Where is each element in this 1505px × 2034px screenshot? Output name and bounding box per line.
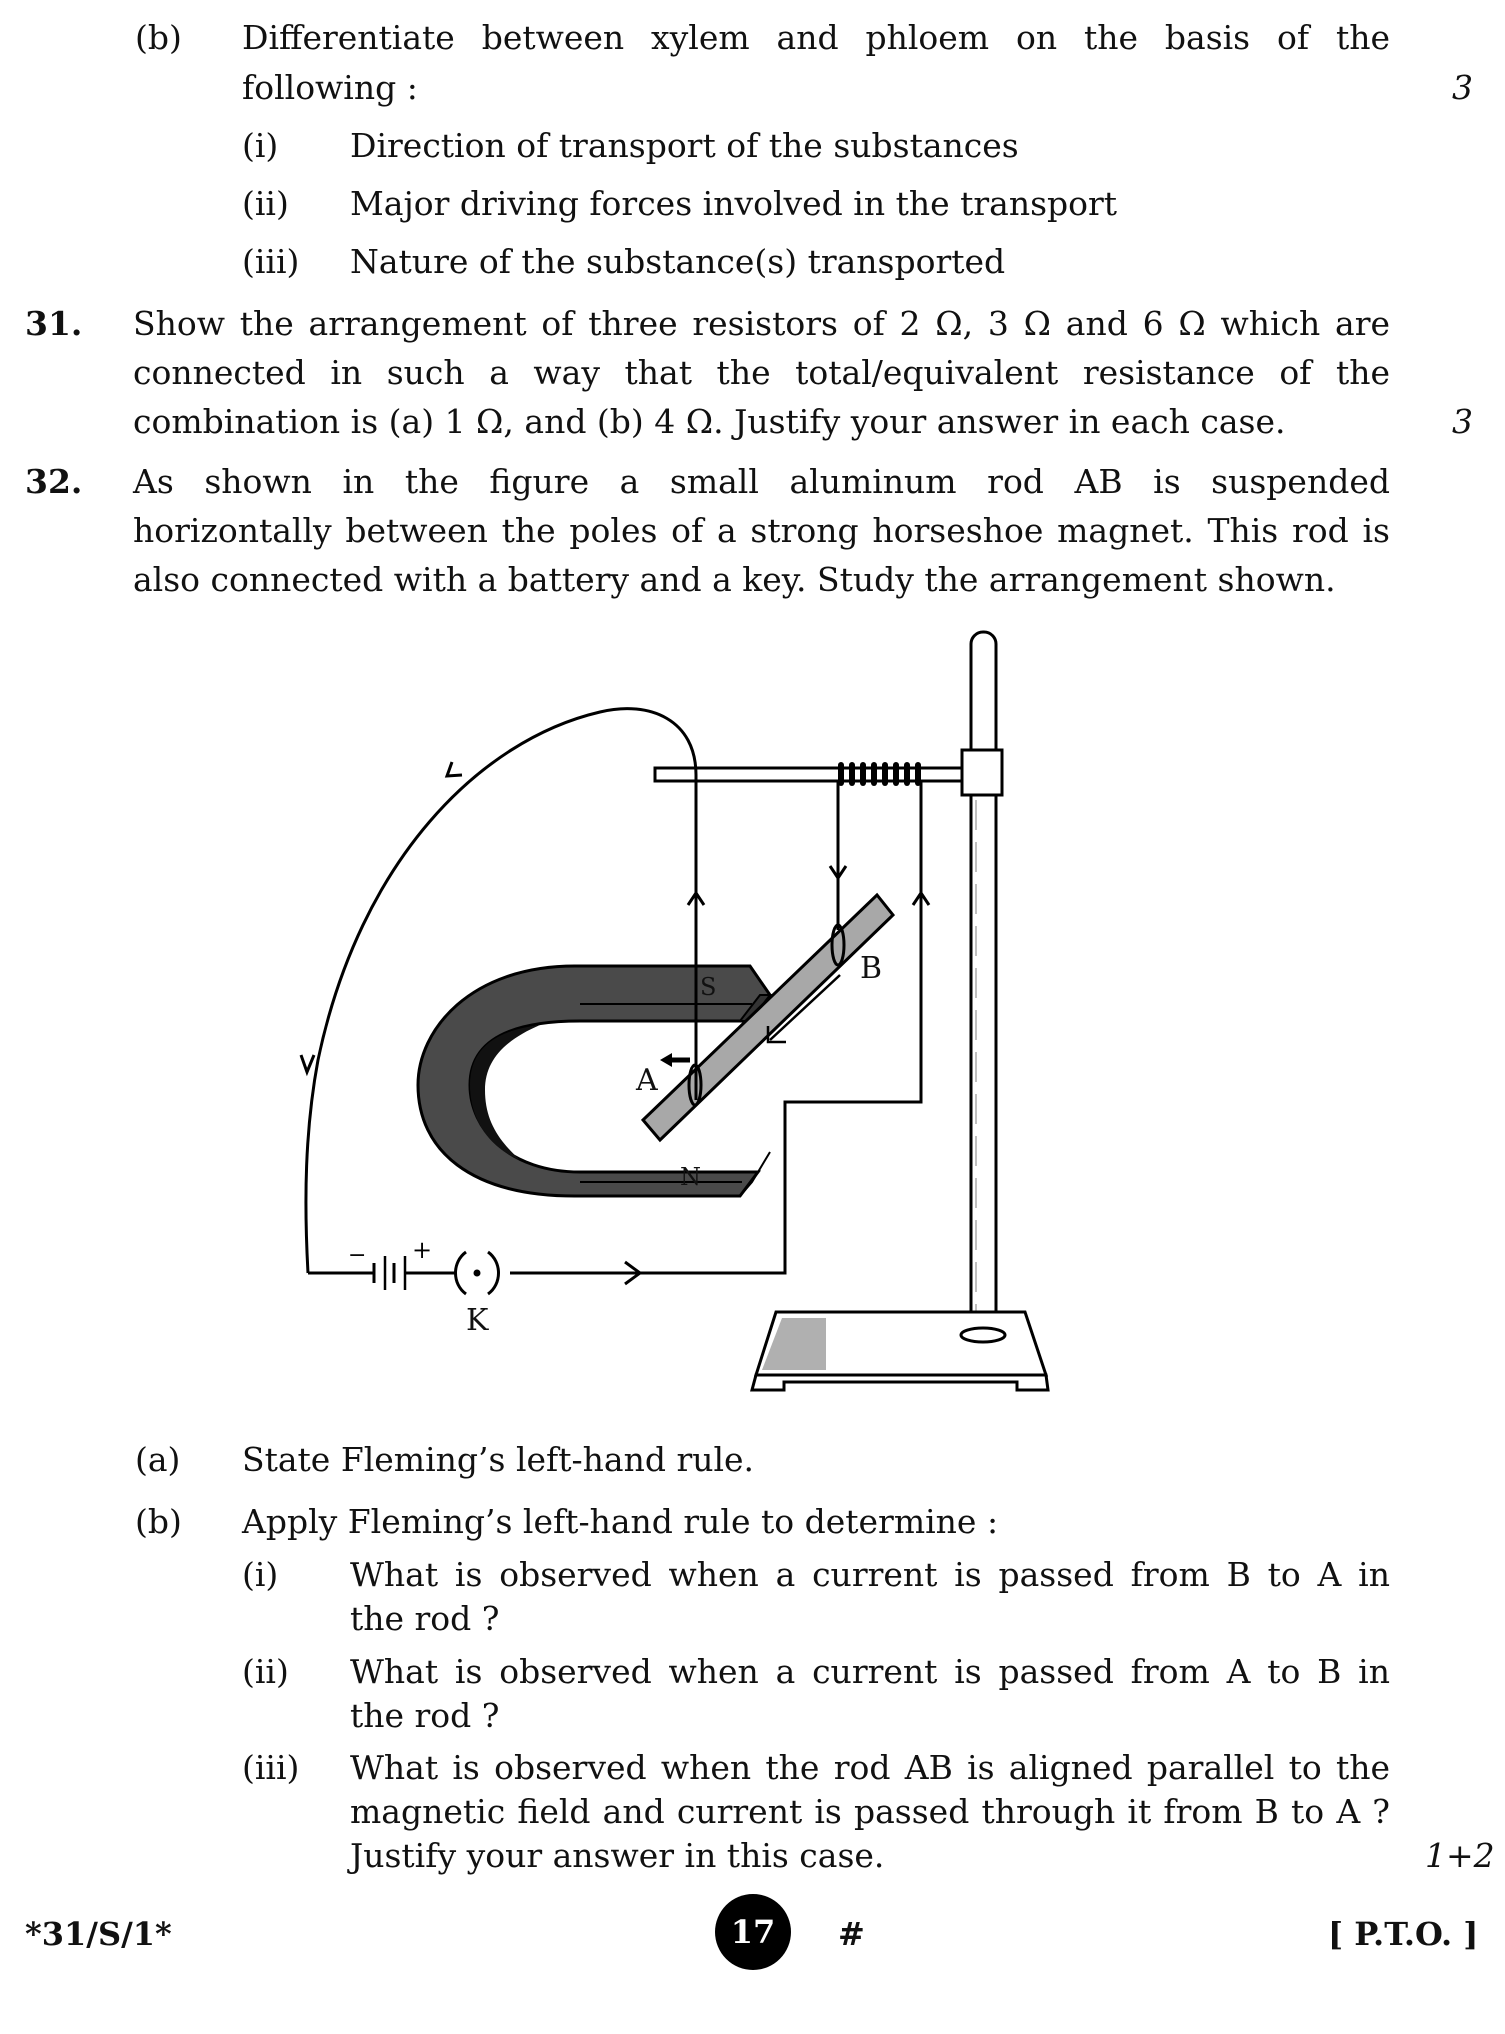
pto-label: [ P.T.O. ] (1328, 1915, 1479, 1953)
q32b-item-line: What is observed when the rod AB is aligned parallel to the (350, 1748, 1390, 1787)
q32b-item-label: (iii) (242, 1748, 300, 1787)
q30b-item-text: Major driving forces involved in the transport (350, 184, 1118, 223)
q30b-item-text: Direction of transport of the substances (350, 126, 1019, 165)
q32-line: horizontally between the poles of a strong horseshoe magnet. This rod is (133, 511, 1390, 550)
q32a-label: (a) (135, 1440, 181, 1479)
q31-marks: 3 (1452, 402, 1473, 441)
retort-stand (752, 632, 1048, 1390)
q32b-label: (b) (135, 1502, 182, 1541)
q30b-label: (b) (135, 18, 182, 57)
q32-line: also connected with a battery and a key. Study the arrangement shown. (133, 560, 1336, 599)
q30b-item-text: Nature of the substance(s) transported (350, 242, 1006, 281)
q32b-text: Apply Fleming’s left-hand rule to determine : (242, 1502, 999, 1541)
q32b-item-line: What is observed when a current is passed from B to A in (350, 1555, 1390, 1594)
q32b-item-line: the rod ? (350, 1696, 500, 1735)
svg-text:−: − (348, 1243, 367, 1268)
q30b-item-label: (iii) (242, 242, 300, 281)
q31-number: 31. (25, 304, 83, 343)
q30b-item-label: (i) (242, 126, 279, 165)
q32b-item-line: the rod ? (350, 1599, 500, 1638)
svg-text:S: S (700, 973, 717, 1001)
q32-number: 32. (25, 462, 83, 501)
hash-mark: # (838, 1915, 865, 1953)
q32-marks: 1+2 (1425, 1836, 1495, 1875)
svg-text:A: A (636, 1063, 658, 1098)
page-number: 17 (730, 1913, 776, 1951)
q32b-item-label: (ii) (242, 1652, 289, 1691)
q31-line: Show the arrangement of three resistors of 2 Ω, 3 Ω and 6 Ω which are (133, 304, 1390, 343)
q30b-line2: following : (242, 68, 418, 107)
svg-text:+: + (412, 1236, 433, 1264)
q32-line: As shown in the figure a small aluminum rod AB is suspended (133, 462, 1390, 501)
q31-line: combination is (a) 1 Ω, and (b) 4 Ω. Justify your answer in each case. (133, 402, 1286, 441)
q32a-text: State Fleming’s left-hand rule. (242, 1440, 755, 1479)
q30b-line1: Differentiate between xylem and phloem on the basis of the (242, 18, 1390, 57)
q30b-item-label: (ii) (242, 184, 289, 223)
q32b-item-label: (i) (242, 1555, 279, 1594)
page-number-badge (715, 1894, 791, 1970)
svg-text:B: B (860, 951, 883, 986)
q30b-marks: 3 (1452, 68, 1473, 107)
q32b-item-line: Justify your answer in this case. (350, 1836, 885, 1875)
q32b-item-line: magnetic field and current is passed through it from B to A ? (350, 1792, 1390, 1831)
paper-code: *31/S/1* (25, 1915, 172, 1953)
svg-text:N: N (680, 1163, 701, 1191)
q32b-item-line: What is observed when a current is passed from A to B in (350, 1652, 1390, 1691)
svg-text:K: K (466, 1303, 489, 1338)
battery-and-key (308, 1236, 510, 1338)
q31-line: connected in such a way that the total/equivalent resistance of the (133, 353, 1390, 392)
